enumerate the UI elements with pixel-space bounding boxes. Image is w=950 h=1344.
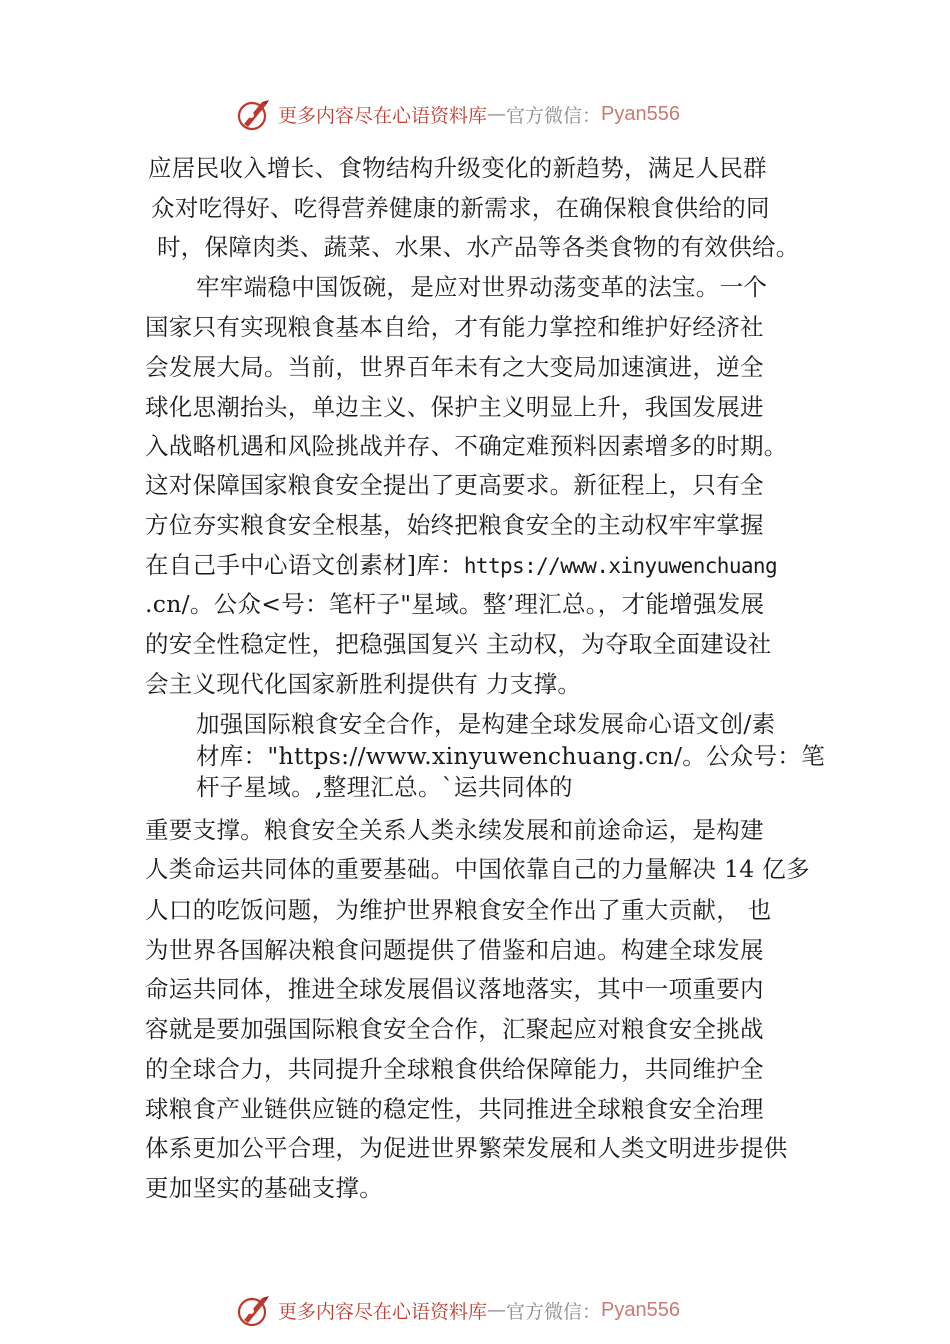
banner-separator: — [487,1299,507,1321]
text-line: 的全球合力，共同提升全球粮食供给保障能力，共同维护全 [145,1055,764,1083]
banner-wechat-id: Pyan556 [601,102,680,125]
text-line: 应居民收入增长、食物结构升级变化的新趋势，满足人民群 [148,154,767,182]
text-line: 重要支撑。粮食安全关系人类永续发展和前途命运，是构建 [145,816,764,844]
text-line: 加强国际粮食安全合作，是构建全球发展命心语文创/素 [196,710,776,738]
text-line: 体系更加公平合理，为促进世界繁荣发展和人类文明进步提供 [145,1134,788,1162]
text-line: 人口的吃饭问题，为维护世界粮食安全作出了重大贡献， 也 [145,896,772,924]
banner-wechat-id: Pyan556 [601,1298,680,1321]
pen-logo-icon [236,96,272,132]
text-line: 人类命运共同体的重要基础。中国依靠自己的力量解决 14 亿多 [145,855,810,883]
text-line: 会发展大局。当前，世界百年未有之大变局加速演进，逆全 [145,353,764,381]
text-line: 球粮食产业链供应链的稳定性，共同推进全球粮食安全治理 [145,1095,764,1123]
banner-title: 更多内容尽在心语资料库 [278,104,488,127]
text-line: 杆子星域。,整理汇总。`运共同体的 [196,773,573,801]
text-line: 球化思潮抬头，单边主义、保护主义明显上升，我国发展进 [145,393,764,421]
footer-banner [236,1290,756,1330]
url-text: https://www.xinyuwenchuang [463,554,777,578]
banner-separator: — [487,103,507,125]
text-line: 的安全性稳定性，把稳强国复兴 主动权，为夺取全面建设社 [145,630,772,658]
banner-wechat-label: 官方微信： [506,104,602,127]
text-line: 命运共同体，推进全球发展倡议落地落实，其中一项重要内 [145,975,764,1003]
text-line: 材库："https://www.xinyuwenchuang.cn/。公众号：笔 [196,742,825,770]
text-line: 众对吃得好、吃得营养健康的新需求，在确保粮食供给的同 [151,194,770,222]
banner-wechat-label: 官方微信： [506,1300,602,1323]
text-line: 这对保障国家粮食安全提出了更高要求。新征程上，只有全 [145,471,764,499]
text-line: 容就是要加强国际粮食安全合作，汇聚起应对粮食安全挑战 [145,1015,764,1043]
text-line: 时，保障肉类、蔬菜、水果、水产品等各类食物的有效供给。 [157,233,800,261]
text-line: 会主义现代化国家新胜利提供有 力支撑。 [145,670,582,698]
text-line: 牢牢端稳中国饭碗，是应对世界动荡变革的法宝。一个 [196,273,768,301]
text-line: 入战略机遇和风险挑战并存、不确定难预料因素增多的时期。 [145,432,788,460]
text-line: 为世界各国解决粮食问题提供了借鉴和启迪。构建全球发展 [145,936,764,964]
text-segment: 在自己手中心语文创素材]库： [145,551,464,579]
text-line: 方位夯实粮食安全根基，始终把粮食安全的主动权牢牢掌握 [145,511,764,539]
text-line [145,549,777,582]
banner-title: 更多内容尽在心语资料库 [278,1300,488,1323]
text-line: .cn/。公众<号：笔杆子"星域。整’理汇总。，才能增强发展 [145,590,765,618]
text-line: 更加坚实的基础支撑。 [145,1174,383,1202]
text-line: 国家只有实现粮食基本自给，才有能力掌控和维护好经济社 [145,313,764,341]
pen-logo-icon [236,1292,272,1328]
header-banner [236,94,756,134]
